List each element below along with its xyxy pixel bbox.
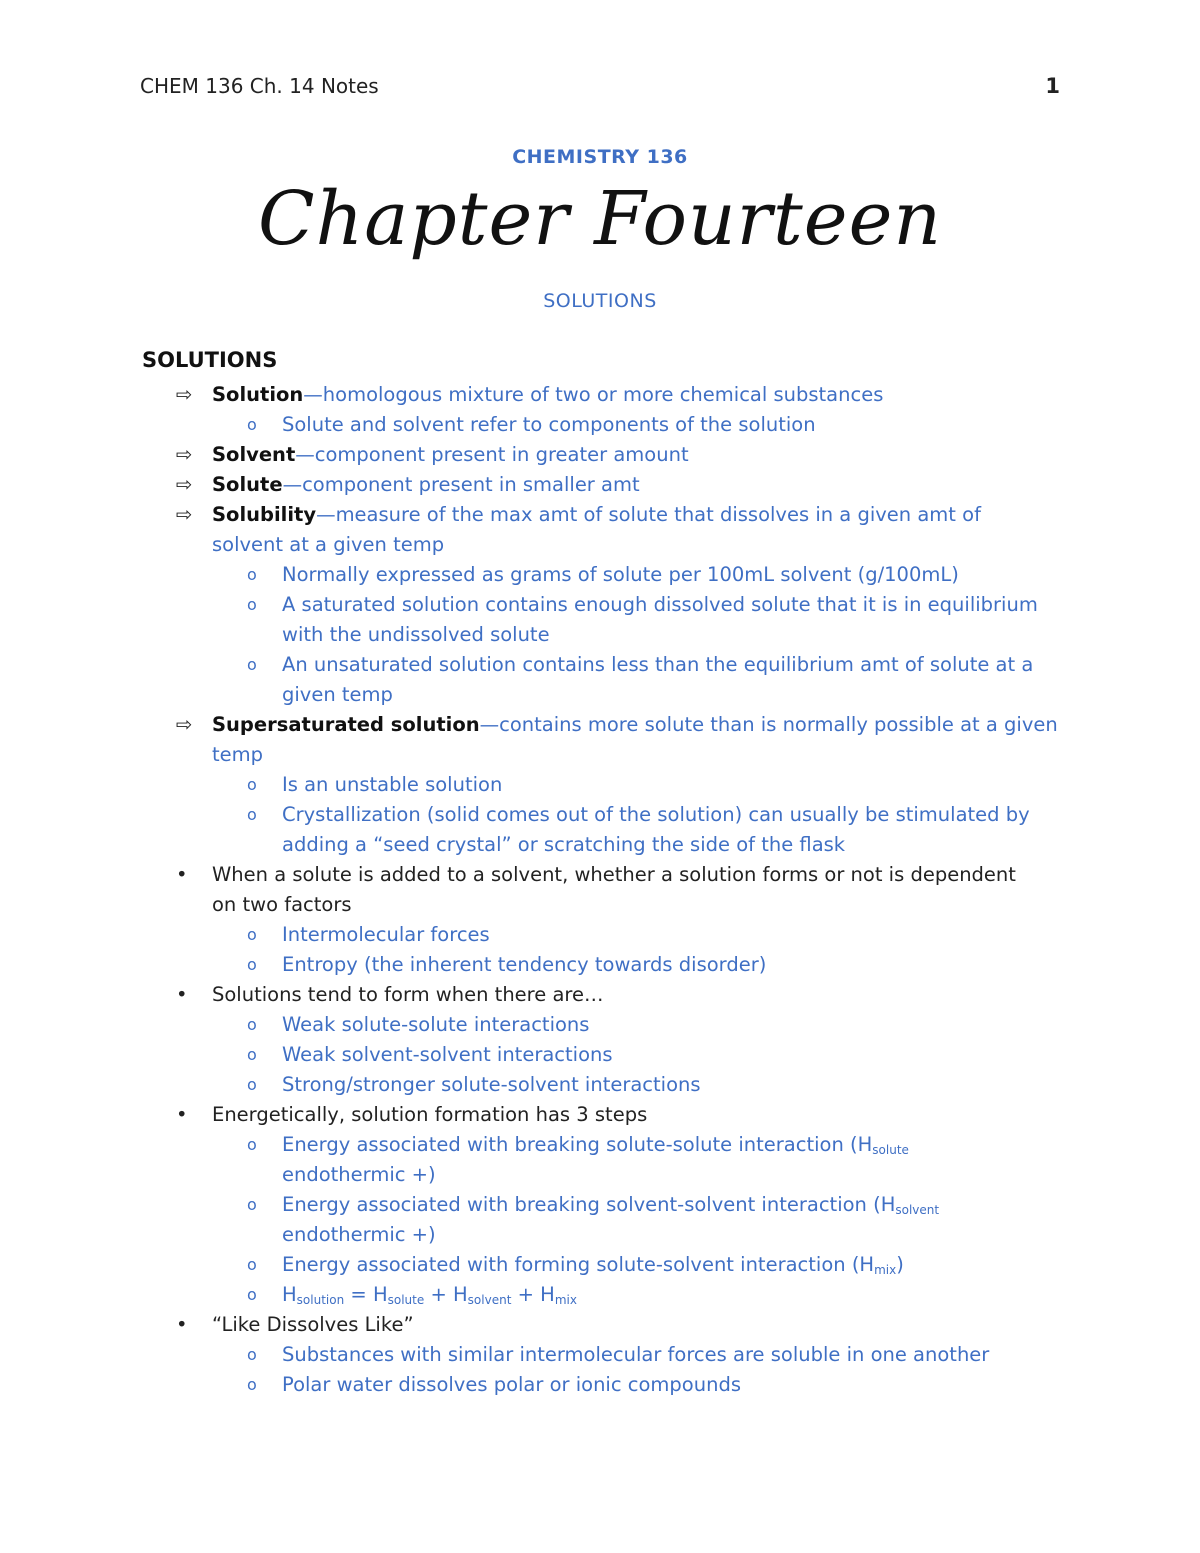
list-item: Is an unstable solution bbox=[282, 773, 503, 796]
list-item-continuation: on two factors bbox=[212, 893, 352, 916]
sub-bullet-icon: o bbox=[247, 1195, 257, 1214]
list-item: A saturated solution contains enough dissolved solute that it is in equilibrium bbox=[282, 593, 1038, 616]
list-item: Substances with similar intermolecular forces are soluble in one another bbox=[282, 1343, 990, 1366]
list-item: Solute and solvent refer to components of the solution bbox=[282, 413, 816, 436]
bullet-icon: • bbox=[176, 1103, 188, 1126]
list-item: Intermolecular forces bbox=[282, 923, 490, 946]
list-item: An unsaturated solution contains less than the equilibrium amt of solute at a bbox=[282, 653, 1034, 676]
list-item: Supersaturated solution—contains more solute than is normally possible at a given bbox=[212, 713, 1058, 736]
list-item-continuation: endothermic +) bbox=[282, 1163, 436, 1186]
list-item: Energy associated with breaking solute-solute interaction ($H_{solute}$ bbox=[282, 1133, 909, 1157]
page-number: 1 bbox=[1045, 74, 1060, 98]
list-item: Solvent—component present in greater amount bbox=[212, 443, 689, 466]
sub-bullet-icon: o bbox=[247, 595, 257, 614]
list-item: When a solute is added to a solvent, whether a solution forms or not is dependent bbox=[212, 863, 1016, 886]
list-item: Solution—homologous mixture of two or more chemical substances bbox=[212, 383, 884, 406]
sub-bullet-icon: o bbox=[247, 1345, 257, 1364]
list-item: Strong/stronger solute-solvent interactions bbox=[282, 1073, 701, 1096]
list-item: Weak solute-solute interactions bbox=[282, 1013, 590, 1036]
sub-bullet-icon: o bbox=[247, 655, 257, 674]
chapter-subtitle: SOLUTIONS bbox=[543, 290, 657, 312]
list-item: Polar water dissolves polar or ionic compounds bbox=[282, 1373, 741, 1396]
sub-bullet-icon: o bbox=[247, 1045, 257, 1064]
arrow-icon: ⇨ bbox=[176, 383, 193, 406]
page-header bbox=[140, 74, 1060, 98]
sub-bullet-icon: o bbox=[247, 1015, 257, 1034]
sub-bullet-icon: o bbox=[247, 925, 257, 944]
bullet-icon: • bbox=[176, 1313, 188, 1336]
header-course-label: CHEM 136 Ch. 14 Notes bbox=[140, 74, 379, 98]
bullet-icon: • bbox=[176, 983, 188, 1006]
list-item: Solute—component present in smaller amt bbox=[212, 473, 640, 496]
arrow-icon: ⇨ bbox=[176, 503, 193, 526]
list-item: Weak solvent-solvent interactions bbox=[282, 1043, 613, 1066]
list-item-continuation: endothermic +) bbox=[282, 1223, 436, 1246]
list-item: Normally expressed as grams of solute per 100mL solvent (g/100mL) bbox=[282, 563, 959, 586]
sub-bullet-icon: o bbox=[247, 565, 257, 584]
bullet-icon: • bbox=[176, 863, 188, 886]
sub-bullet-icon: o bbox=[247, 1285, 257, 1304]
list-item: Crystallization (solid comes out of the solution) can usually be stimulated by bbox=[282, 803, 1030, 826]
list-item-continuation: temp bbox=[212, 743, 264, 766]
section-heading: SOLUTIONS bbox=[142, 348, 278, 372]
list-item: “Like Dissolves Like” bbox=[212, 1313, 414, 1336]
list-item-continuation: with the undissolved solute bbox=[282, 623, 550, 646]
chapter-title: Chapter Fourteen bbox=[257, 176, 943, 262]
sub-bullet-icon: o bbox=[247, 415, 257, 434]
list-item-continuation: given temp bbox=[282, 683, 393, 706]
list-item: Entropy (the inherent tendency towards disorder) bbox=[282, 953, 767, 976]
list-item-continuation: solvent at a given temp bbox=[212, 533, 445, 556]
list-item: Solutions tend to form when there are… bbox=[212, 983, 604, 1006]
course-name: CHEMISTRY 136 bbox=[512, 146, 688, 168]
sub-bullet-icon: o bbox=[247, 1135, 257, 1154]
sub-bullet-icon: o bbox=[247, 1375, 257, 1394]
list-item: Energetically, solution formation has 3 steps bbox=[212, 1103, 648, 1126]
sub-bullet-icon: o bbox=[247, 775, 257, 794]
arrow-icon: ⇨ bbox=[176, 473, 193, 496]
enthalpy-equation: $H_{solution} = H_{solute} + H_{solvent} + H_{mix}$ bbox=[282, 1283, 577, 1307]
sub-bullet-icon: o bbox=[247, 1255, 257, 1274]
list-item: Energy associated with breaking solvent-solvent interaction ($H_{solvent}$ bbox=[282, 1193, 940, 1217]
sub-bullet-icon: o bbox=[247, 955, 257, 974]
arrow-icon: ⇨ bbox=[176, 713, 193, 736]
list-item-continuation: adding a “seed crystal” or scratching the side of the flask bbox=[282, 833, 846, 856]
sub-bullet-icon: o bbox=[247, 1075, 257, 1094]
sub-bullet-icon: o bbox=[247, 805, 257, 824]
list-item: Solubility—measure of the max amt of solute that dissolves in a given amt of bbox=[212, 503, 981, 526]
list-item: Energy associated with forming solute-solvent interaction $(H_{mix})$ bbox=[282, 1253, 904, 1277]
arrow-icon: ⇨ bbox=[176, 443, 193, 466]
